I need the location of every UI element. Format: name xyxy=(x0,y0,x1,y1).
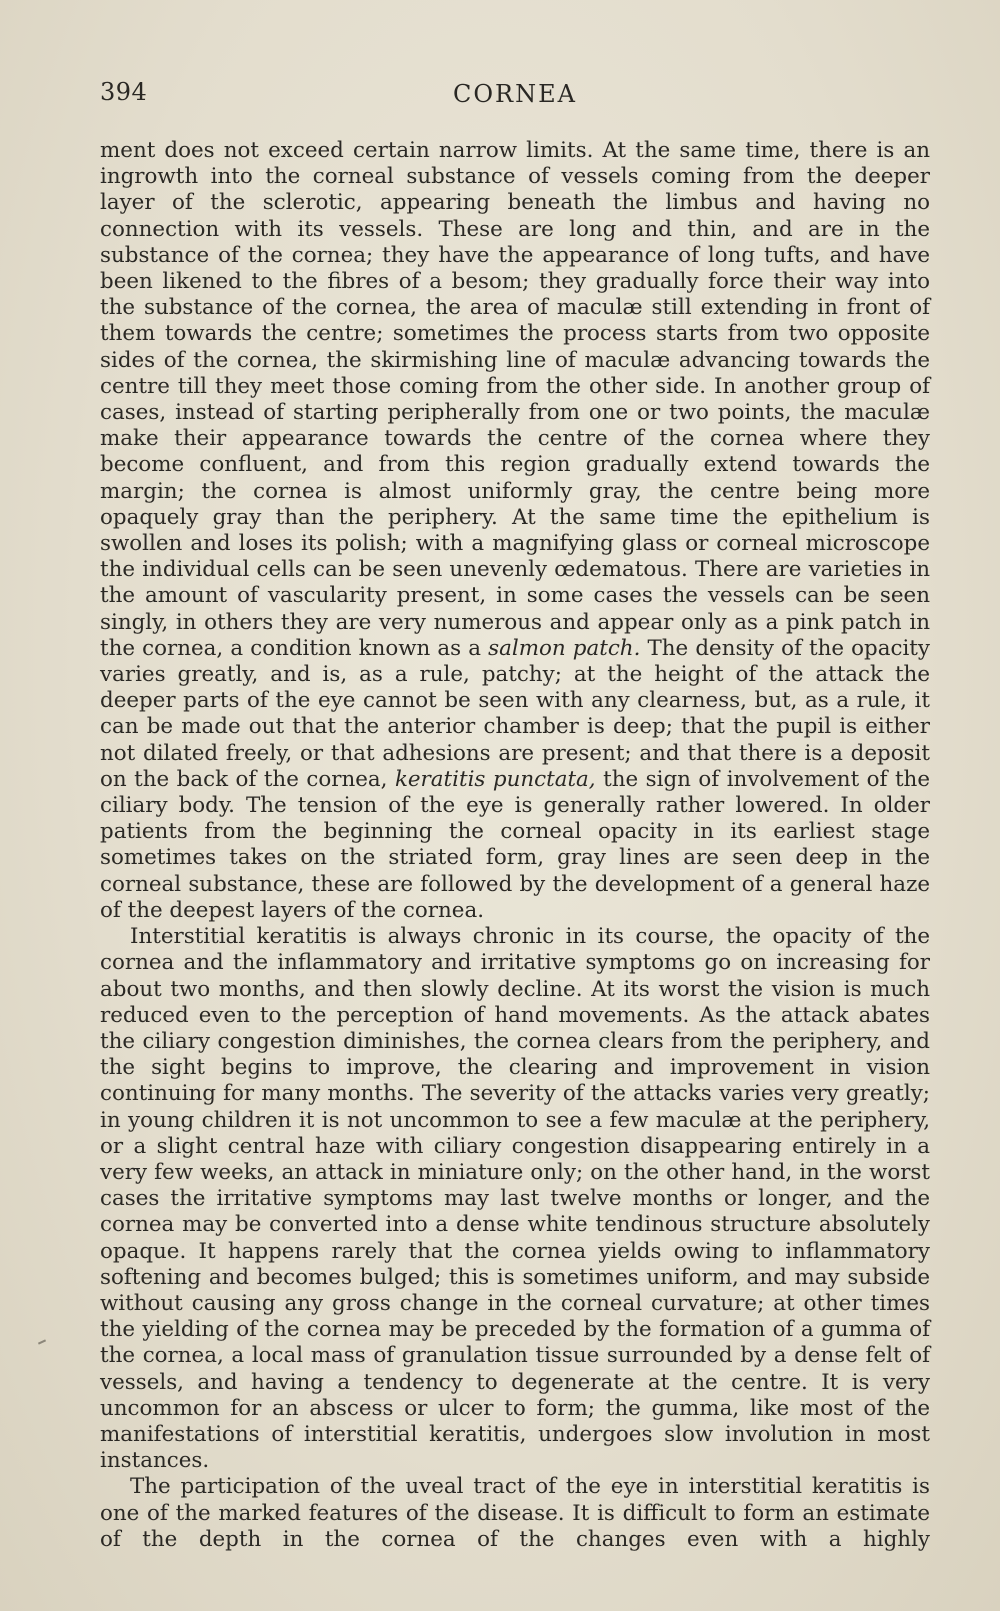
paragraph-course: Interstitial keratitis is always chronic in its course, the opacity of the cornea and the inflammatory and irritative symptoms go on increasing for about two months, and then slowly decline. At its worst the vision is much reduced even to the perception of hand movements. As the attack abates the ciliary congestion diminishes, the cornea clears from the periphery, and the sight begins to improve, the clearing and improvement in vision continuing for many months. The severity of the attacks varies very greatly; in young children it is not uncommon to see a few maculæ at the periphery, or a slight central haze with ciliary congestion disappearing entirely in a very few weeks, an attack in miniature only; on the other hand, in the worst cases the irritative symptoms may last twelve months or longer, and the cornea may be converted into a dense white tendinous structure absolutely opaque. It happens rarely that the cornea yields owing to inflammatory softening and becomes bulged; this is sometimes uniform, and may subside without causing any gross change in the corneal curvature; at other times the yielding of the cornea may be preceded by the formation of a gumma of the cornea, a local mass of granulation tissue surrounded by a dense felt of vessels, and having a tendency to degenerate at the centre. It is very uncommon for an abscess or ulcer to form; the gumma, like most of the manifestations of interstitial keratitis, undergoes slow involution in most instances. xyxy=(100,924,930,1474)
paragraph-continued xyxy=(100,138,930,924)
page-header xyxy=(100,78,930,114)
paragraph-text: ment does not exceed certain narrow limits. At the same time, there is an ingrowth into the corneal substance of vessels coming from the deeper layer of the sclerotic, appearing beneath the limbus and having no connection with its vessels. These are long and thin, and are in the substance of the cornea; they have the appearance of long tufts, and have been likened to the fibres of a besom; they gradually force their way into the substance of the cornea, the area of maculæ still extending in front of them towards the centre; sometimes the process starts from two opposite sides of the cornea, the skirmishing line of maculæ advancing towards the centre till they meet those coming from the other side. In another group of cases, instead of starting peripherally from one or two points, the maculæ make their appearance towards the centre of the cornea where they become confluent, and from this region gradually extend towards the margin; the cornea is almost uniformly gray, the centre being more opaquely gray than the periphery. At the same time the epithelium is swollen and loses its polish; with a magnifying glass or corneal microscope the individual cells can be seen unevenly œdematous. There are varieties in the amount of vascularity present, in some cases the vessels can be seen singly, in others they are very numerous and appear only as a pink patch in the cornea, a condition known as a xyxy=(100,138,930,661)
body-text xyxy=(100,138,930,1553)
margin-mark xyxy=(38,1339,46,1344)
page-number: 394 xyxy=(100,78,148,106)
paragraph-text: The density of the opacity varies greatly, and is, as a rule, patchy; at the height of the attack the deeper parts of the eye cannot be seen with any clearness, but, as a rule, it can be made out that the anterior chamber is deep; that the pupil is either not dilated freely, or that adhesions are present; and that there is a deposit on the back of the cornea, xyxy=(100,635,930,792)
italic-term-keratitis-punctata: keratitis punctata, xyxy=(394,766,596,792)
running-head: CORNEA xyxy=(453,80,577,108)
paragraph-text: the sign of involvement of the ciliary body. The tension of the eye is generally rather lowered. In older patients from the beginning the corneal opacity in its earliest stage sometimes takes on the striated form, gray lines are seen deep in the corneal substance, these are followed by the development of a general haze of the deepest layers of the cornea. xyxy=(100,766,930,923)
paragraph-uveal-tract: The participation of the uveal tract of the eye in interstitial keratitis is one of the marked features of the disease. It is difficult to form an estimate of the depth in the cornea of the changes even with a highly xyxy=(100,1474,930,1552)
italic-term-salmon-patch: salmon patch. xyxy=(488,635,641,661)
